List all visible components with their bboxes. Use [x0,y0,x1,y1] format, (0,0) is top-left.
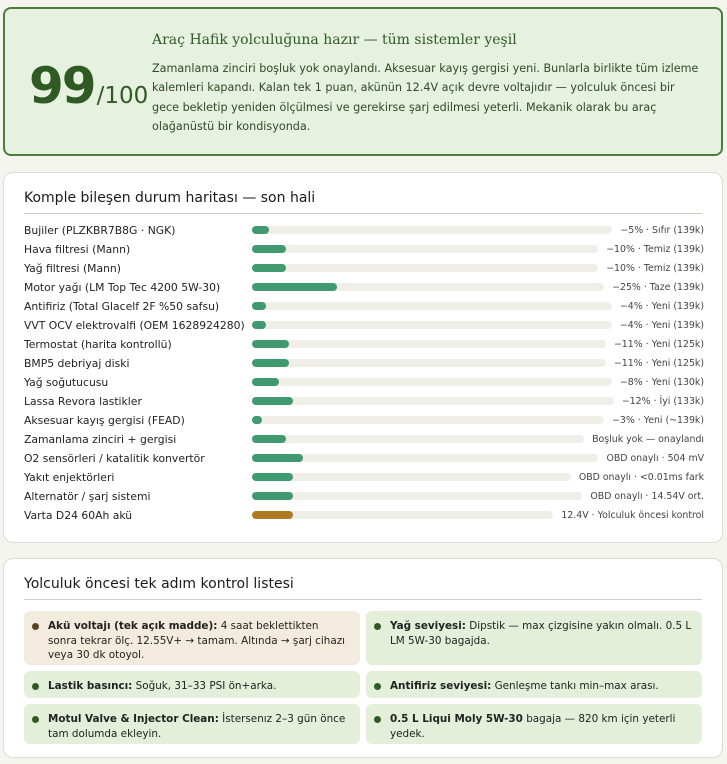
checklist-item-text: Genleşme tankı min–max arası. [491,680,659,692]
component-status: −10% · Temiz (139k) [606,263,704,274]
component-status: −10% · Temiz (139k) [606,244,704,255]
component-bar-track [252,264,598,272]
component-status: −11% · Yeni (125k) [613,339,704,350]
component-row [4,317,724,336]
component-label: Yağ soğutucusu [24,376,109,389]
checklist-item-heading: 0.5 L Liqui Moly 5W-30 [390,713,523,725]
component-status: 12.4V · Yolculuk öncesi kontrol [561,510,704,521]
component-bar-fill [252,283,337,291]
bullet-icon [374,623,381,630]
component-bar-fill [252,511,293,519]
component-bar-fill [252,397,293,405]
component-bar-track [252,283,604,291]
component-label: Termostat (harita kontrollü) [24,338,172,351]
component-label: Lassa Revora lastikler [24,395,142,408]
readiness-summary-card [3,7,723,156]
component-label: Zamanlama zinciri + gergisi [24,433,177,446]
component-bar-track [252,321,612,329]
component-label: Hava filtresi (Mann) [24,243,131,256]
component-bar-track [252,397,614,405]
summary-body: Zamanlama zinciri boşluk yok onaylandı. Aksesuar kayış gergisi yeni. Bunlarla birlikte tüm izleme kalemleri kapandı. Kalan tek 1 puan, akünün 12.4V açık devre voltajıdır — yolculuk öncesi bir gece bekletip yeniden ölçülmesi ve gerekirse şarj edilmesi yeterli. Mekanik olarak bu araç olağanüstü bir kondisyonda. [152,62,699,134]
component-bar-track [252,302,612,310]
component-bar-fill [252,454,303,462]
bullet-icon [32,623,39,630]
component-bar-fill [252,340,289,348]
component-bar-fill [252,321,266,329]
checklist-item-spare-oil [366,704,702,744]
bullet-icon [32,716,39,723]
component-bar-fill [252,378,279,386]
component-row [4,450,724,469]
checklist-item-heading: Antifiriz seviyesi: [390,680,492,692]
checklist-title: Yolculuk öncesi tek adım kontrol listesi [24,576,294,592]
component-status: −25% · Taze (139k) [612,282,704,293]
component-label: VVT OCV elektrovalfi (OEM 1628924280) [24,319,245,332]
component-status-map [3,172,723,543]
component-row [4,222,724,241]
component-row [4,431,724,450]
score-max: /100 [96,83,149,109]
component-bar-fill [252,302,266,310]
component-bar-fill [252,359,289,367]
component-row [4,298,724,317]
bullet-icon [374,716,381,723]
component-bar-fill [252,226,269,234]
component-bar-track [252,359,606,367]
bullet-icon [32,683,39,690]
component-bar-fill [252,264,286,272]
component-bar-track [252,473,571,481]
component-label: Aksesuar kayış gergisi (FEAD) [24,414,185,427]
checklist-item-text: Dipstik — max çizgisine yakın olmalı. 0.5 L LM 5W-30 bagajda. [390,620,692,647]
component-row [4,393,724,412]
component-status: −8% · Yeni (130k) [619,377,704,388]
component-status: −5% · Sıfır (139k) [620,225,704,236]
component-status: OBD onaylı · <0.01ms fark [578,472,704,483]
component-bar-track [252,245,598,253]
checklist-item-heading: Yağ seviyesi: [390,620,466,632]
component-bar-track [252,435,584,443]
component-status: OBD onaylı · 504 mV [606,453,704,464]
checklist-item-injector-clean [24,704,360,744]
summary-title: Araç Hafik yolculuğuna hazır — tüm sistemler yeşil [152,32,517,48]
checklist-item-heading: Lastik basıncı: [48,680,133,692]
component-row [4,412,724,431]
component-row [4,279,724,298]
component-bar-track [252,340,606,348]
checklist-item-coolant [366,671,702,698]
checklist-item-text: 4 saat beklettikten sonra tekrar ölç. 12.55V+ → tamam. Altında → şarj cihazı veya 30 dk otoyol. [48,620,346,661]
component-row [4,260,724,279]
component-label: Varta D24 60Ah akü [24,509,133,522]
component-status: −12% · İyi (133k) [621,396,704,407]
component-bar-track [252,226,612,234]
checklist-item-heading: Motul Valve & Injector Clean: [48,713,219,725]
bullet-icon [374,683,381,690]
pre-trip-checklist [3,558,723,758]
component-label: Alternatör / şarj sistemi [24,490,151,503]
readiness-score [29,57,149,115]
checklist-item-heading: Akü voltajı (tek açık madde): [48,620,218,632]
checklist-item-tire [24,671,360,698]
component-bar-track [252,416,604,424]
component-bar-track [252,378,612,386]
component-bar-fill [252,245,286,253]
component-bar-fill [252,473,293,481]
checklist-item-text: Soğuk, 31–33 PSI ön+arka. [132,680,277,692]
component-row [4,488,724,507]
map-title: Komple bileşen durum haritası — son hali [24,190,316,206]
checklist-item-battery [24,611,360,665]
component-label: Motor yağı (LM Top Tec 4200 5W-30) [24,281,221,294]
component-bar-fill [252,416,262,424]
component-label: BMP5 debriyaj diski [24,357,130,370]
map-divider [24,213,702,214]
component-status: −4% · Yeni (139k) [619,301,704,312]
component-bar-track [252,492,582,500]
component-row [4,507,724,526]
component-status: −4% · Yeni (139k) [619,320,704,331]
component-label: Antifiriz (Total Glacelf 2F %50 safsu) [24,300,220,313]
checklist-item-text: bagaja — 820 km için yeterli yedek. [390,713,676,740]
component-status: OBD onaylı · 14.54V ort. [590,491,704,502]
component-label: Yağ filtresi (Mann) [24,262,121,275]
component-bar-track [252,511,553,519]
component-row [4,374,724,393]
checklist-item-oil [366,611,702,665]
component-row [4,241,724,260]
component-bar-track [252,454,598,462]
component-row [4,469,724,488]
score-value: 99 [29,57,95,115]
checklist-item-text: İstersenız 2–3 gün önce tam dolumda ekleyin. [48,713,346,740]
component-row [4,355,724,374]
component-label: O2 sensörleri / katalitik konvertör [24,452,205,465]
component-label: Bujiler (PLZKBR7B8G · NGK) [24,224,176,237]
component-status: −3% · Yeni (~139k) [612,415,704,426]
checklist-divider [24,599,702,600]
component-row [4,336,724,355]
component-bar-fill [252,435,286,443]
component-status: Boşluk yok — onaylandı [592,434,704,445]
component-bar-fill [252,492,293,500]
component-label: Yakıt enjektörleri [24,471,115,484]
component-status: −11% · Yeni (125k) [613,358,704,369]
